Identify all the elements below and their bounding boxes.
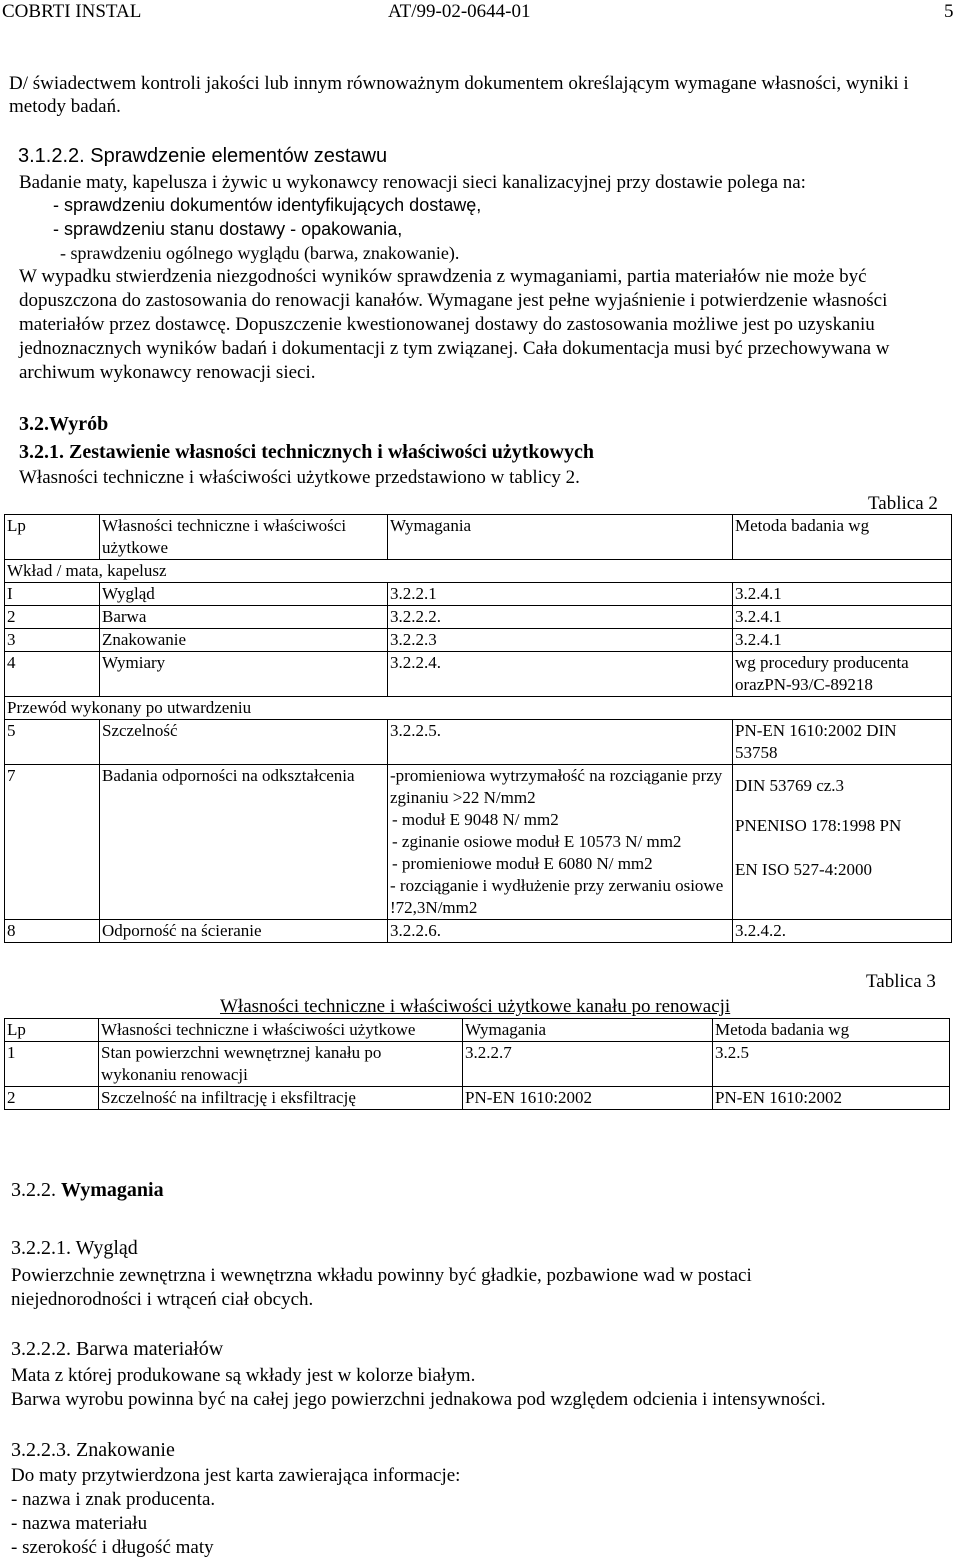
method-line: EN ISO 527-4:2000 [735, 860, 872, 879]
section-321-heading: 3.2.1. Zestawienie własności technicznych i właściwości użytkowych [19, 441, 594, 463]
s3222-line-2: Barwa wyrobu powinna być na całej jego powierzchni jednakowa pod względem odcienia i intensywności. [11, 1389, 826, 1410]
cell-req: 3.2.2.3 [388, 629, 733, 652]
header-page-number: 5 [944, 1, 954, 22]
s3122-line-1: Badanie maty, kapelusza i żywic u wykonawcy renowacji sieci kanalizacyjnej przy dostawie polega na: [19, 172, 806, 193]
method-line: PNENISO 178:1998 PN [735, 816, 902, 835]
table3-header-method: Metoda badania wg [713, 1019, 950, 1042]
cell-method: 3.2.5 [713, 1042, 950, 1087]
s3223-line-4: - szerokość i długość maty [11, 1537, 214, 1558]
section-322-title: Wymagania [61, 1179, 164, 1201]
section-322-heading [11, 1178, 164, 1202]
cell-prop: Szczelność na infiltrację i eksfiltrację [99, 1087, 463, 1110]
section-3223-heading: 3.2.2.3. Znakowanie [11, 1439, 175, 1461]
table3-header-row [5, 1019, 950, 1042]
cell-req: 3.2.2.4. [388, 652, 733, 697]
section-321-text: Własności techniczne i właściwości użytkowe przedstawiono w tablicy 2. [19, 467, 580, 488]
table-row [5, 720, 952, 765]
table2-header-method: Metoda badania wg [733, 515, 952, 560]
s3122-para-1: W wypadku stwierdzenia niezgodności wyników sprawdzenia z wymaganiami, partia materiałów nie może być [19, 266, 867, 287]
cell-lp: 4 [5, 652, 100, 697]
cell-req: 3.2.2.2. [388, 606, 733, 629]
cell-method: 3.2.4.2. [733, 920, 952, 943]
cell-prop: Znakowanie [100, 629, 388, 652]
cell-prop: Stan powierzchni wewnętrznej kanału po wykonaniu renowacji [99, 1042, 463, 1087]
cell-lp: I [5, 583, 100, 606]
table2-group1: Wkład / mata, kapelusz [5, 560, 952, 583]
table2-caption: Tablica 2 [868, 493, 938, 514]
s3122-line-2: - sprawdzeniu dokumentów identyfikujących dostawę, [53, 195, 482, 215]
cell-lp: 1 [5, 1042, 99, 1087]
table-row [5, 1087, 950, 1110]
s3122-line-3: - sprawdzeniu stanu dostawy - opakowania, [53, 219, 403, 239]
cell-method: PN-EN 1610:2002 DIN 53758 [733, 720, 952, 765]
req-line: - promieniowe moduł E 6080 N/ mm2 [392, 854, 653, 873]
table2-header-req: Wymagania [388, 515, 733, 560]
table3-title: Własności techniczne i właściwości użytkowe kanału po renowacji [220, 996, 731, 1017]
table2-group-row [5, 697, 952, 720]
table3-caption: Tablica 3 [866, 971, 936, 992]
cell-lp: 8 [5, 920, 100, 943]
intro-line-1: D/ świadectwem kontroli jakości lub innym równoważnym dokumentem określającym wymagane własności, wyniki i [9, 73, 909, 94]
cell-req [388, 765, 733, 920]
cell-prop: Barwa [100, 606, 388, 629]
table2 [4, 514, 952, 943]
table3 [4, 1018, 950, 1110]
cell-req: PN-EN 1610:2002 [463, 1087, 713, 1110]
cell-method: PN-EN 1610:2002 [713, 1087, 950, 1110]
cell-prop: Wygląd [100, 583, 388, 606]
page-header [0, 0, 960, 22]
s3122-para-2: dopuszczona do zastosowania do renowacji kanałów. Wymagane jest pełne wyjaśnienie i potwierdzenie własności [19, 290, 888, 311]
s3122-para-4: jednoznacznych wyników badań i dokumentacji z tym związanej. Cała dokumentacja musi być przechowywana w [19, 338, 890, 359]
cell-lp: 3 [5, 629, 100, 652]
header-doc-number: AT/99-02-0644-01 [388, 1, 531, 22]
cell-prop: Odporność na ścieranie [100, 920, 388, 943]
cell-method: 3.2.4.1 [733, 629, 952, 652]
section-3122-heading: 3.1.2.2. Sprawdzenie elementów zestawu [18, 145, 388, 167]
s3222-line-1: Mata z której produkowane są wkłady jest w kolorze białym. [11, 1365, 476, 1386]
req-line: -promieniowa wytrzymałość na rozciąganie przy zginaniu >22 N/mm2 [390, 766, 723, 807]
req-line: - moduł E 9048 N/ mm2 [392, 810, 559, 829]
table2-group2: Przewód wykonany po utwardzeniu [5, 697, 952, 720]
cell-req: 3.2.2.1 [388, 583, 733, 606]
section-322-number: 3.2.2. [11, 1179, 61, 1201]
table-row [5, 606, 952, 629]
table-row [5, 652, 952, 697]
cell-lp: 5 [5, 720, 100, 765]
s3221-line-1: Powierzchnie zewnętrzna i wewnętrzna wkładu powinny być gładkie, pozbawione wad w postaci [11, 1265, 752, 1286]
table-row [5, 629, 952, 652]
s3223-line-3: - nazwa materiału [11, 1513, 148, 1534]
cell-method [733, 765, 952, 920]
cell-method: 3.2.4.1 [733, 583, 952, 606]
section-3221-heading: 3.2.2.1. Wygląd [11, 1237, 138, 1259]
header-company: COBRTI INSTAL [2, 1, 142, 22]
cell-req: 3.2.2.6. [388, 920, 733, 943]
intro-line-2: metody badań. [9, 96, 121, 117]
table3-header-lp: Lp [5, 1019, 99, 1042]
s3221-line-2: niejednorodności i wtrąceń ciał obcych. [11, 1289, 314, 1310]
table-row [5, 920, 952, 943]
table2-group-row [5, 560, 952, 583]
cell-lp: 2 [5, 606, 100, 629]
cell-prop: Wymiary [100, 652, 388, 697]
req-line: - rozciąganie i wydłużenie przy zerwaniu osiowe !72,3N/mm2 [390, 876, 724, 917]
cell-req: 3.2.2.7 [463, 1042, 713, 1087]
cell-prop: Szczelność [100, 720, 388, 765]
s3122-para-3: materiałów przez dostawcę. Dopuszczenie kwestionowanej dostawy do zastosowania możliwe jest po uzyskaniu [19, 314, 875, 335]
table3-header-prop: Własności techniczne i właściwości użytkowe [99, 1019, 463, 1042]
cell-lp: 7 [5, 765, 100, 920]
table3-header-req: Wymagania [463, 1019, 713, 1042]
cell-method: wg procedury producenta orazPN-93/C-89218 [733, 652, 952, 697]
section-3222-heading: 3.2.2.2. Barwa materiałów [11, 1338, 224, 1360]
cell-lp: 2 [5, 1087, 99, 1110]
table-row [5, 765, 952, 920]
s3223-line-2: - nazwa i znak producenta. [11, 1489, 216, 1510]
method-line: DIN 53769 cz.3 [735, 776, 845, 795]
cell-req: 3.2.2.5. [388, 720, 733, 765]
req-line: - zginanie osiowe moduł E 10573 N/ mm2 [392, 832, 682, 851]
s3122-para-5: archiwum wykonawcy renowacji sieci. [19, 362, 316, 383]
cell-prop: Badania odporności na odkształcenia [100, 765, 388, 920]
table2-header-lp: Lp [5, 515, 100, 560]
table2-header-row [5, 515, 952, 560]
table2-header-prop: Własności techniczne i właściwości użytkowe [100, 515, 388, 560]
section-32-heading: 3.2.Wyrób [19, 413, 109, 435]
s3122-line-4: - sprawdzeniu ogólnego wyglądu (barwa, znakowanie). [60, 243, 460, 263]
table-row [5, 1042, 950, 1087]
table-row [5, 583, 952, 606]
s3223-line-1: Do maty przytwierdzona jest karta zawierająca informacje: [11, 1465, 461, 1486]
cell-method: 3.2.4.1 [733, 606, 952, 629]
